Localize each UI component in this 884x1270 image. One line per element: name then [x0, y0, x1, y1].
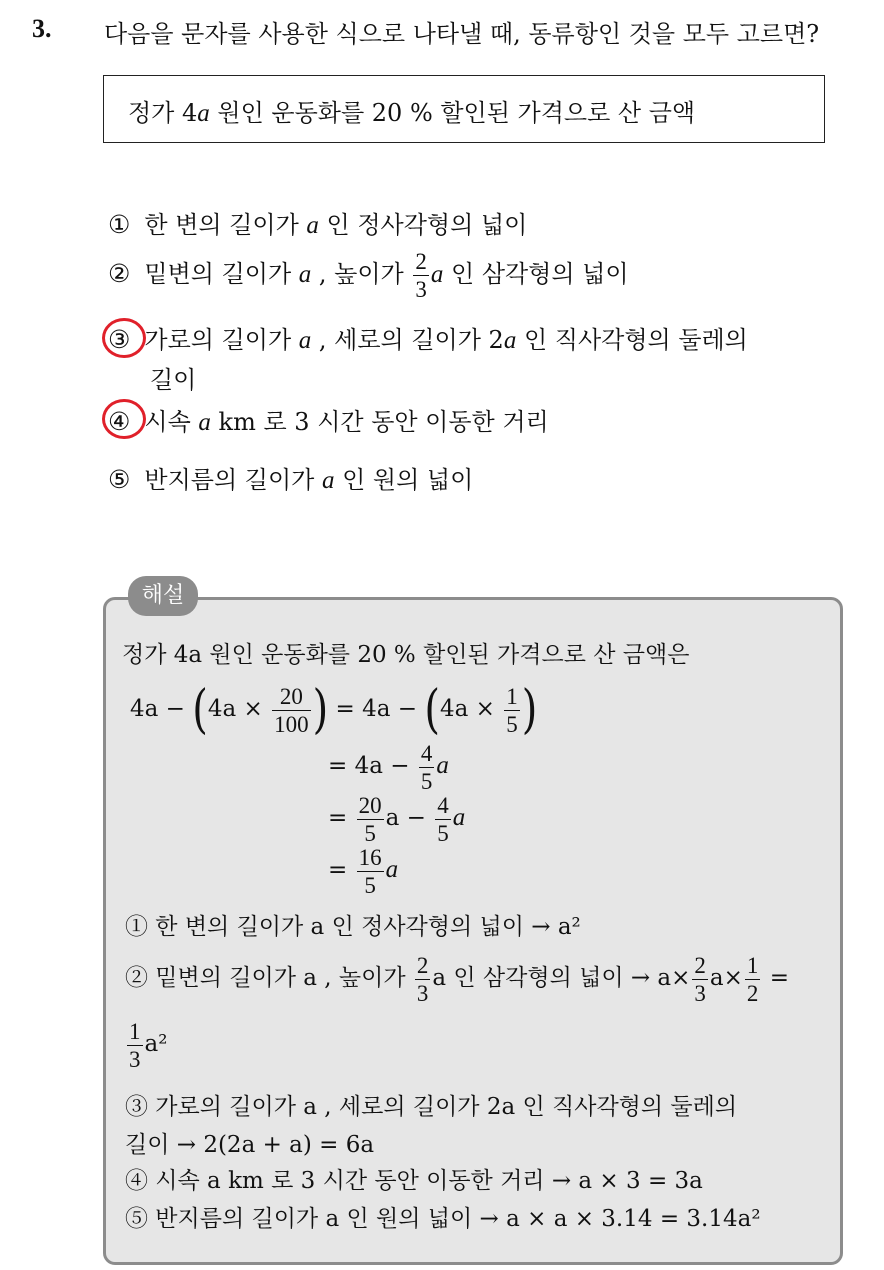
frac2-den: 5 — [506, 711, 518, 737]
frac5-num: 16 — [358, 844, 382, 870]
selection-circle-4 — [102, 399, 146, 439]
frac4-den: 5 — [364, 820, 376, 846]
option-2-text-b: , 높이가 — [311, 260, 412, 288]
calc-minus: a − — [385, 805, 426, 831]
paren-close-1: ) — [312, 680, 329, 740]
frac-20-100 — [272, 685, 311, 736]
calc-inner-2: 4a × — [439, 696, 495, 722]
sol2-frac-den: 3 — [416, 980, 429, 1006]
sol2-text-c: a× — [709, 965, 743, 991]
sol2-half-den: 2 — [746, 980, 759, 1006]
solution-line-3a: ③ 가로의 길이가 a , 세로의 길이가 2a 인 직사각형의 둘레의 — [125, 1094, 738, 1120]
calc-eq-1: = 4a − — [335, 696, 418, 722]
sol2-frac-2-3-b — [692, 954, 708, 1005]
sol2-frac-num: 2 — [416, 952, 429, 978]
sol2-third-num: 1 — [129, 1018, 141, 1044]
solution-line-4: ④ 시속 a km 로 3 시간 동안 이동한 거리 → a × 3 = 3a — [125, 1168, 703, 1194]
calc-line-2 — [328, 740, 449, 792]
option-2-text: 밑변의 길이가 — [144, 260, 299, 288]
sol2-eq: = — [769, 965, 789, 991]
calc-inner-1: 4a × — [207, 696, 263, 722]
option-2-mark: ② — [108, 259, 131, 288]
calc-line-3 — [328, 792, 465, 844]
calc-var-2: a — [436, 752, 449, 779]
option-5-var: a — [321, 467, 335, 494]
option-2-var: a — [298, 261, 312, 288]
condition-text — [128, 93, 695, 128]
frac1-den: 100 — [274, 711, 309, 737]
option-2-fraction — [413, 250, 429, 301]
frac3-den: 5 — [420, 768, 433, 794]
solution-intro: 정가 4a 원인 운동화를 20 % 할인된 가격으로 산 금액은 — [122, 642, 690, 668]
calc-line-4 — [328, 844, 398, 896]
option-5-text: 반지름의 길이가 — [144, 466, 322, 494]
sol2-text-b: a 인 삼각형의 넓이 → a× — [432, 965, 691, 991]
sol2-text-a: ② 밑변의 길이가 a , 높이가 — [125, 965, 406, 991]
option-2[interactable] — [108, 250, 629, 301]
option-4-var: a — [198, 409, 211, 436]
option-4-text: 시속 — [144, 408, 199, 436]
option-3-var2: a — [503, 327, 517, 354]
frac-4-5 — [419, 742, 435, 793]
condition-suffix: 원인 운동화를 20 % 할인된 가격으로 산 금액 — [209, 99, 696, 127]
sol2-half-num: 1 — [746, 952, 759, 978]
calc-var-4: a — [385, 856, 399, 883]
sol2-frac-1-3 — [127, 1020, 143, 1071]
frac-1-5 — [504, 685, 520, 736]
option-1-text-b: 인 정사각형의 넓이 — [318, 211, 528, 239]
option-2-var2: a — [430, 261, 444, 288]
selection-circle-3 — [102, 318, 146, 358]
option-1[interactable] — [108, 205, 527, 240]
calc-line-1 — [130, 678, 537, 740]
option-2-frac-den: 3 — [415, 277, 427, 302]
option-1-var: a — [306, 212, 319, 239]
sol2-frac-1-2 — [745, 954, 761, 1005]
solution-line-2-result — [125, 1016, 167, 1072]
paren-open-1: ( — [192, 680, 208, 740]
calc-eq-3: = — [328, 805, 348, 831]
option-3-text: 가로의 길이가 — [144, 326, 299, 354]
option-3-text-c: 인 직사각형의 둘레의 — [516, 326, 748, 354]
option-5-mark: ⑤ — [108, 465, 131, 494]
solution-line-2 — [125, 950, 789, 1006]
frac1-num: 20 — [272, 685, 311, 711]
sol2-result: a² — [144, 1031, 168, 1057]
frac5-den: 5 — [364, 872, 376, 898]
option-3-mark: ③ — [108, 325, 131, 354]
frac-20-5 — [357, 794, 384, 845]
sol2b-frac-num: 2 — [694, 952, 706, 978]
option-4-text-b: km 로 3 시간 동안 이동한 거리 — [210, 408, 549, 436]
solution-line-1: ① 한 변의 길이가 a 인 정사각형의 넓이 → a² — [125, 914, 581, 940]
frac3b-den: 5 — [437, 820, 449, 846]
option-4[interactable] — [108, 402, 549, 437]
sol2-third-den: 3 — [129, 1046, 141, 1072]
frac3b-num: 4 — [437, 792, 449, 818]
option-5[interactable] — [108, 460, 473, 495]
option-2-text-c: 인 삼각형의 넓이 — [443, 260, 629, 288]
question-number: 3. — [32, 14, 52, 43]
option-2-frac-num: 2 — [415, 249, 427, 274]
solution-line-3b: 길이 → 2(2a + a) = 6a — [125, 1132, 375, 1158]
paren-close-2: ) — [521, 680, 538, 740]
calc-var-3: a — [452, 804, 466, 831]
frac3-num: 4 — [420, 740, 433, 766]
option-3-continued: 길이 — [150, 366, 197, 394]
solution-tab-label: 해설 — [128, 576, 198, 616]
solution-line-5: ⑤ 반지름의 길이가 a 인 원의 넓이 → a × a × 3.14 = 3.14a² — [125, 1206, 761, 1232]
option-1-text: 한 변의 길이가 — [144, 211, 307, 239]
frac-16-5 — [357, 846, 384, 897]
option-3[interactable] — [108, 320, 748, 355]
sol2b-frac-den: 3 — [694, 980, 706, 1006]
option-4-mark: ④ — [108, 407, 131, 436]
condition-var: a — [197, 100, 210, 127]
calc-eq-4: = — [328, 857, 348, 883]
calc-lhs: 4a − — [130, 696, 185, 722]
frac4-num: 20 — [358, 792, 382, 818]
frac-4-5-b — [435, 794, 451, 845]
option-3-text-b: , 세로의 길이가 2 — [311, 326, 504, 354]
condition-box — [103, 75, 825, 143]
calc-eq-2: = 4a − — [328, 753, 410, 779]
question-text: 다음을 문자를 사용한 식으로 나타낼 때, 동류항인 것을 모두 고르면? — [104, 20, 820, 48]
option-3-var: a — [298, 327, 312, 354]
frac2-num: 1 — [506, 683, 518, 709]
condition-prefix: 정가 4 — [128, 99, 198, 127]
sol2-frac-2-3 — [415, 954, 431, 1005]
option-1-mark: ① — [108, 210, 131, 239]
paren-open-2: ( — [424, 680, 440, 740]
option-5-text-b: 인 원의 넓이 — [334, 466, 474, 494]
